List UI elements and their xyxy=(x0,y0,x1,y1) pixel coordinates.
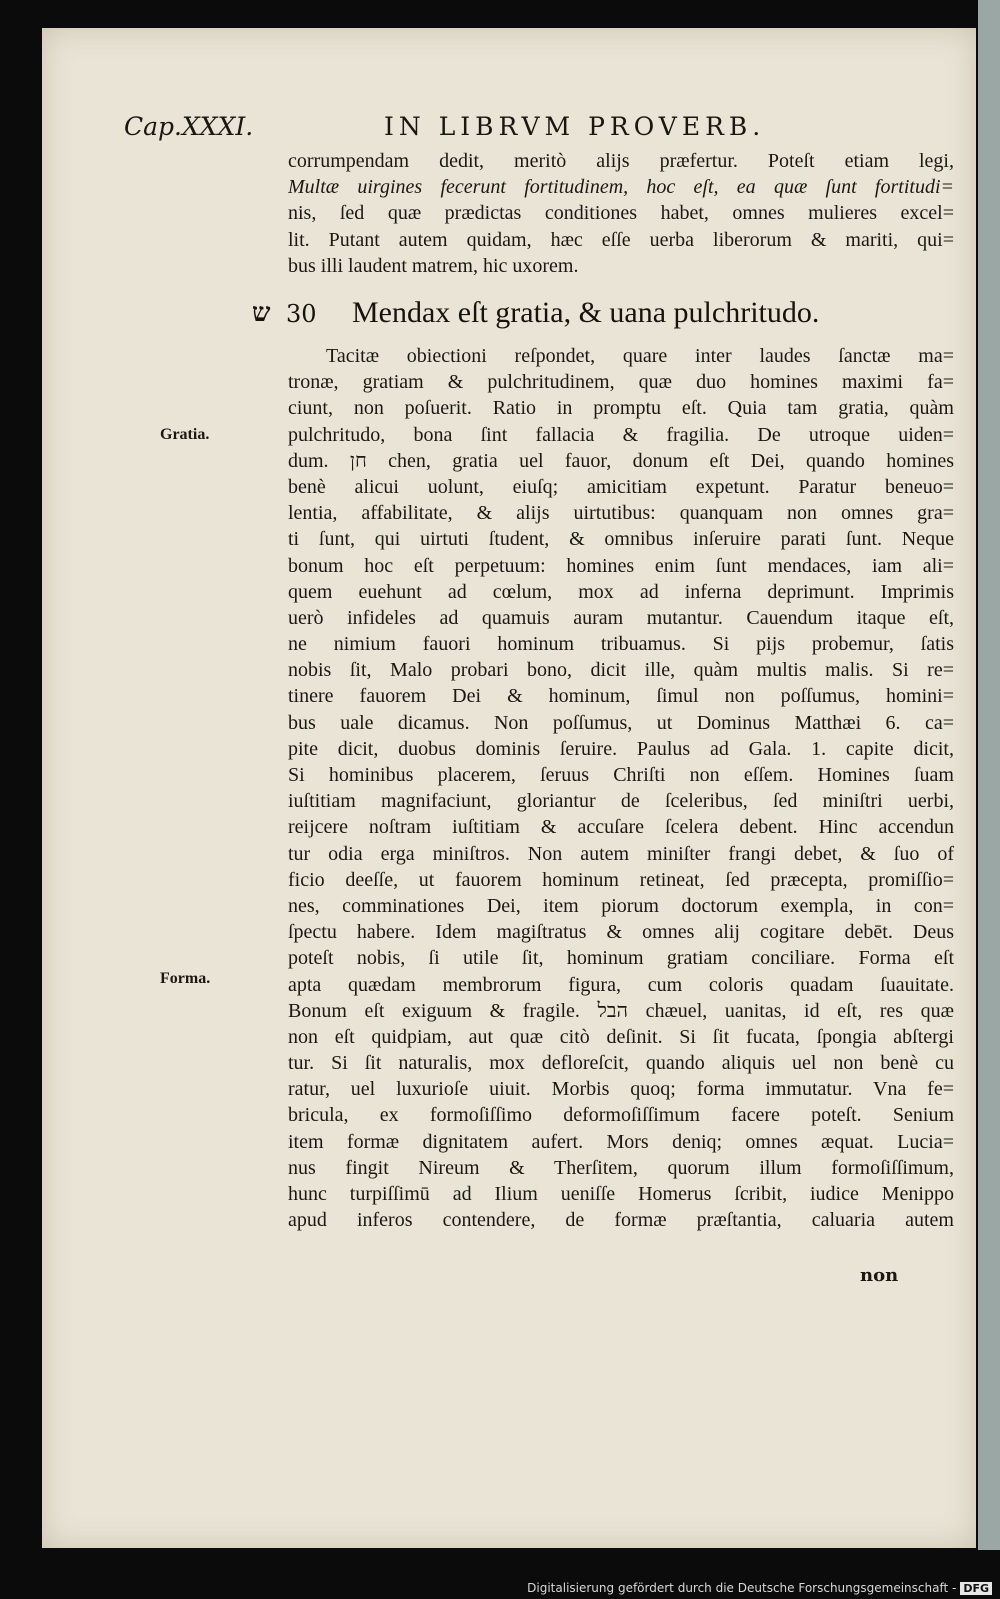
page-header xyxy=(124,112,824,144)
dfg-logo: DFG xyxy=(960,1582,992,1595)
hebrew-letter: ש xyxy=(252,298,271,328)
text-line: lentia, affabilitate, & alijs uirtutibus: quanquam non omnes gra= xyxy=(288,502,954,525)
verse-text: Mendax eſt gratia, & uana pulchritudo. xyxy=(352,296,820,329)
text-line: nobis ſit, Malo probari bono, dicit ille, quàm multis malis. Si re= xyxy=(288,659,954,682)
text-line: ne nimium fauori hominum tribuamus. Si pijs probemur, ſatis xyxy=(288,633,954,656)
text-line: Tacitæ obiectioni reſpondet, quare inter laudes ſanctæ ma= xyxy=(326,345,954,367)
text-line: tronæ, gratiam & pulchritudinem, quæ duo homines maximi fa= xyxy=(288,371,954,394)
margin-note-forma: Forma. xyxy=(160,970,211,987)
text-line: benè alicui uolunt, eiuſq; amicitiam expetunt. Paratur beneuo= xyxy=(288,475,954,498)
text-line: non eſt quidpiam, aut quæ citò deſinit. Si ſit fucata, ſpongia abſtergi xyxy=(288,1025,954,1048)
verse-number: 30 xyxy=(286,300,317,328)
text-line: bus illi laudent matrem, hic uxorem. xyxy=(288,254,579,277)
text-line: quem euehunt ad cœlum, mox ad inferna deprimunt. Imprimis xyxy=(288,580,954,603)
text-line: ficio deeſſe, ut fauorem hominum retineat, ſed præcepta, promiſſio= xyxy=(288,868,954,891)
text-line: tinere fauorem Dei & hominum, ſimul non poſſumus, homini= xyxy=(288,685,954,708)
margin-note-gratia: Gratia. xyxy=(160,426,210,443)
verse-30 xyxy=(252,296,952,336)
text-line: nis, ſed quæ prædictas conditiones habet, omnes mulieres excel= xyxy=(288,202,954,225)
text-line: bonum hoc eſt perpetuum: homines enim ſunt mendaces, iam ali= xyxy=(288,554,954,577)
text-line: apud inferos contendere, de formæ præſtantia, caluaria autem xyxy=(288,1209,954,1232)
text-line: nus fingit Nireum & Therſitem, quorum illum formoſiſſimum, xyxy=(288,1156,954,1179)
text-line: Si hominibus placerem, ſeruus Chriſti non eſſem. Homines ſuam xyxy=(288,764,954,786)
scan-edge xyxy=(978,0,1000,1550)
running-title: IN LIBRVM PROVERB. xyxy=(384,112,766,141)
text-line: dum. חן chen, gratia uel fauor, donum eſt Dei, quando homines xyxy=(288,449,954,472)
text-line: ratur, uel luxurioſe uiuit. Morbis quoq; forma immutatur. Vna fe= xyxy=(288,1078,954,1101)
text-line: nes, comminationes Dei, item piorum doctorum exempla, in con= xyxy=(288,894,954,917)
paragraph-continuation xyxy=(288,148,954,279)
text-line: pite dicit, duobus dominis ſeruire. Paulus ad Gala. 1. capite dicit, xyxy=(288,737,954,760)
text-line: item formæ dignitatem aufert. Mors deniq; omnes æquat. Lucia= xyxy=(288,1130,954,1153)
text-line: ti ſunt, qui uirtuti ſtudent, & omnibus inſeruire parati ſunt. Neque xyxy=(288,528,954,551)
text-line: uerò infideles ad quamuis auram mutantur. Cauendum itaque eſt, xyxy=(288,606,954,629)
digitization-credit xyxy=(527,1581,992,1595)
text-line: poteſt nobis, ſi utile ſit, hominum gratiam conciliare. Forma eſt xyxy=(288,947,954,970)
text-line: iuſtitiam magnifaciunt, gloriantur de ſceleribus, ſed miniſtri uerbi, xyxy=(288,790,954,813)
chapter-label: Cap.XXXI. xyxy=(124,112,254,141)
text-line: ciunt, non poſuerit. Ratio in promptu eſt. Quia tam gratia, quàm xyxy=(288,397,954,420)
text-line: ſpectu habere. Idem magiſtratus & omnes alij cogitare debēt. Deus xyxy=(288,921,954,944)
text-line: bus uale dicamus. Non poſſumus, ut Dominus Matthæi 6. ca= xyxy=(288,711,954,734)
text-line: hunc turpiſſimū ad Ilium ueniſſe Homerus ſcribit, iudice Menippo xyxy=(288,1183,954,1205)
text-line: reijcere noſtram iuſtitiam & accuſare ſcelera debent. Hinc accendun xyxy=(288,816,954,839)
commentary-paragraph xyxy=(288,343,954,1233)
text-line: Bonum eſt exiguum & fragile. הבל chæuel, uanitas, id eſt, res quæ xyxy=(288,999,954,1022)
text-line: tur odia erga miniſtros. Non autem miniſter frangi debet, & ſuo of xyxy=(288,842,954,865)
text-line: corrumpendam dedit, meritò alijs præfertur. Poteſt etiam legi, xyxy=(288,150,954,172)
credit-text: Digitalisierung gefördert durch die Deutsche Forschungsgemeinschaft - xyxy=(527,1581,957,1595)
text-line: apta quædam membrorum figura, cum coloris quadam ſuauitate. xyxy=(288,973,954,996)
text-line: pulchritudo, bona ſint fallacia & fragilia. De utroque uiden= xyxy=(288,423,954,446)
text-line: tur. Si ſit naturalis, mox defloreſcit, quando aliquis uel non benè cu xyxy=(288,1052,954,1075)
text-line: Multæ uirgines fecerunt fortitudinem, hoc eſt, ea quæ ſunt fortitudi= xyxy=(288,176,954,199)
text-line: lit. Putant autem quidam, hæc eſſe uerba liberorum & mariti, qui= xyxy=(288,228,954,251)
text-line: bricula, ex formoſiſſimo deformoſiſſimum facere poteſt. Senium xyxy=(288,1104,954,1127)
catchword: non xyxy=(860,1265,899,1286)
